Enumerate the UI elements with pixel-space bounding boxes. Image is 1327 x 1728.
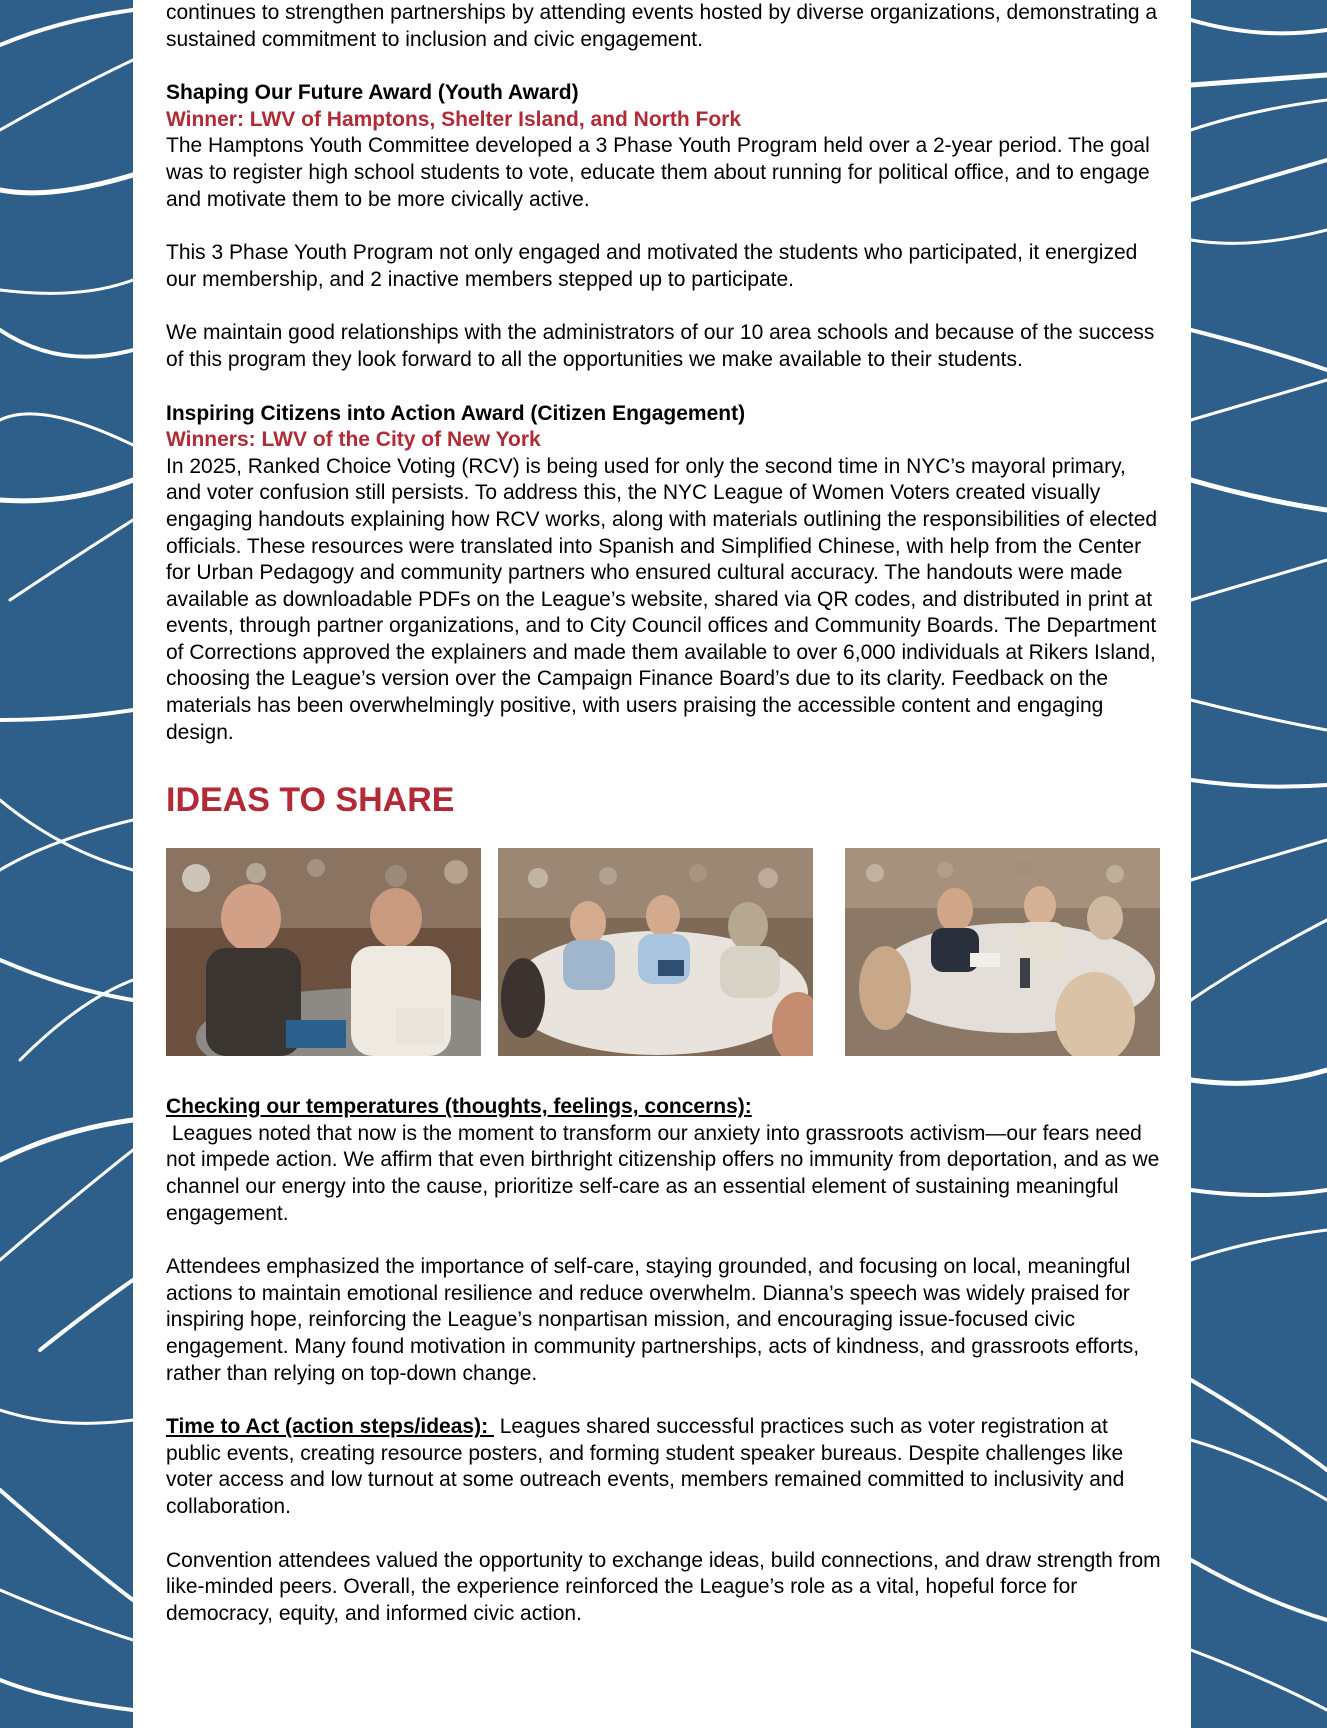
temperatures-paragraph: Attendees emphasized the importance of self-care, staying grounded, and focusing on local, meaningful actions to maintain emotional resilience and reduce overwhelm. Dianna’s speech was widely praised for inspiring hope, reinforcing the League’s nonpartisan mission, and encouraging issue-focused civic engagement. Many found motivation in community partnerships, acts of kindness, and grassroots efforts, rather than relying on top-down change.: [166, 1255, 1140, 1385]
award-youth: [166, 80, 1166, 373]
award-paragraph: In 2025, Ranked Choice Voting (RCV) is being used for only the second time in NYC’s mayoral primary, and voter confusion still persists. To address this, the NYC League of Women Voters created visually engaging handouts explaining how RCV works, along with materials outlining the responsibilities of elected officials. These resources were translated into Spanish and Simplified Chinese, with help from the Center for Urban Pedagogy and community partners who ensured cultural accuracy. The handouts were made available as downloadable PDFs on the League’s website, shared via QR codes, and distributed in print at events, through partner organizations, and to City Council offices and Community Boards. The Department of Corrections approved the explainers and made them available to over 6,000 individuals at Rikers Island, choosing the League’s version over the Campaign Finance Board’s due to its clarity. Feedback on the materials has been overwhelmingly positive, with users praising the accessible content and engaging design.: [166, 454, 1158, 744]
award-paragraph: We maintain good relationships with the administrators of our 10 area schools and because of the success of this program they look forward to all the opportunities we make available to their students.: [166, 321, 1155, 371]
ideas-heading: IDEAS TO SHARE: [166, 781, 455, 820]
newsletter-content: [166, 0, 1166, 1627]
award-paragraph: This 3 Phase Youth Program not only engaged and motivated the students who participated, it energized our membership, and 2 inactive members stepped up to participate.: [166, 241, 1138, 291]
temperatures-section: [166, 1094, 1166, 1387]
act-paragraph: Convention attendees valued the opportunity to exchange ideas, build connections, and draw strength from like-minded peers. Overall, the experience reinforced the League’s role as a vital, hopeful force for democracy, equity, and informed civic action.: [166, 1548, 1161, 1625]
convention-photo-1: [166, 848, 481, 1056]
photo-row: [166, 848, 1166, 1058]
temperatures-heading: Checking our temperatures (thoughts, feelings, concerns):: [166, 1095, 752, 1119]
act-section: [166, 1414, 1166, 1627]
award-citizen-engagement: [166, 401, 1166, 747]
newsletter-page: [133, 0, 1191, 1728]
act-heading: Time to Act (action steps/ideas):: [166, 1415, 494, 1439]
act-paragraph: Leagues shared successful practices such as voter registration at public events, creating resource posters, and forming student speaker bureaus. Despite challenges like voter access and low turnout at some outreach events, members remained committed to inclusivity and collaboration.: [166, 1415, 1131, 1518]
award-title: Inspiring Citizens into Action Award (Citizen Engagement): [166, 401, 746, 425]
convention-photo-2: [498, 848, 813, 1056]
award-winner: Winner: LWV of Hamptons, Shelter Island, and North Fork: [166, 107, 742, 131]
temperatures-paragraph: Leagues noted that now is the moment to transform our anxiety into grassroots activism—our fears need not impede action. We affirm that even birthright citizenship offers no immunity from deportation, and as we channel our energy into the cause, prioritize self-care as an essential element of sustaining meaningful engagement.: [166, 1121, 1166, 1225]
intro-paragraph: continues to strengthen partnerships by attending events hosted by diverse organizations, demonstrating a sustained commitment to inclusion and civic engagement.: [166, 1, 1158, 51]
award-title: Shaping Our Future Award (Youth Award): [166, 81, 579, 105]
convention-photo-3: [845, 848, 1160, 1056]
award-winner: Winners: LWV of the City of New York: [166, 428, 541, 452]
award-paragraph: The Hamptons Youth Committee developed a 3 Phase Youth Program held over a 2-year period. The goal was to register high school students to vote, educate them about running for political office, and to engage and motivate them to be more civically active.: [166, 134, 1150, 211]
